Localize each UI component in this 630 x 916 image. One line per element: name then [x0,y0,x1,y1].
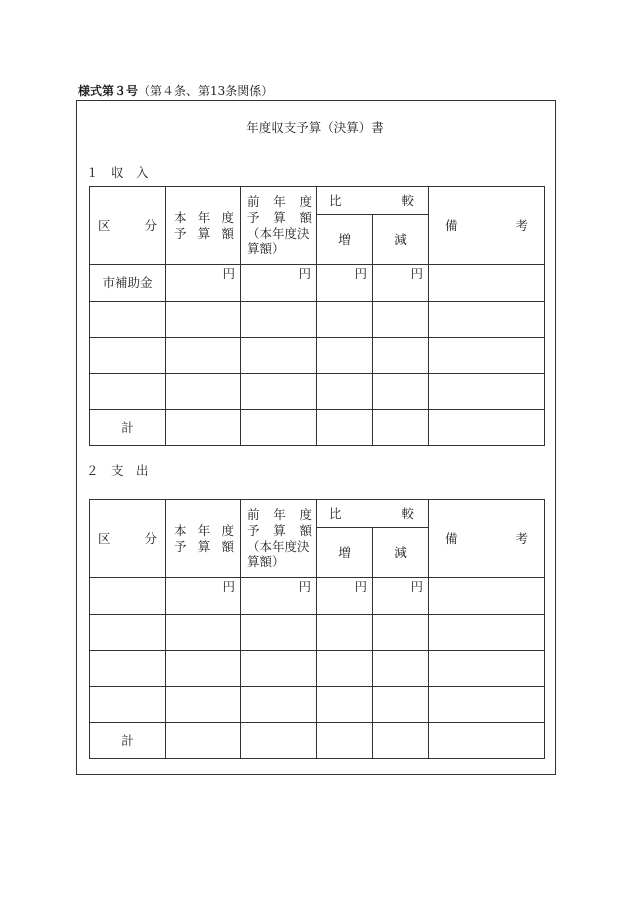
expenditure-header-row [90,500,545,528]
table-row [90,302,545,338]
row-label [90,338,166,374]
yen-unit: 円 [373,578,429,615]
yen-unit: 円 [317,578,373,615]
table-row [90,651,545,687]
total-label: 計 [90,410,166,446]
table-row [90,265,545,302]
yen-unit: 円 [241,265,317,302]
yen-unit: 円 [166,578,241,615]
total-row [90,410,545,446]
expenditure-section-label: ２ 支 出 [86,463,149,478]
row-label [90,302,166,338]
row-label [90,374,166,410]
header-current-budget: 本 年 度 予 算 額 [166,500,241,578]
form-number-label [78,82,273,99]
yen-unit: 円 [241,578,317,615]
header-remarks: 備 考 [429,500,545,578]
header-kubun: 区 分 [90,187,166,265]
expenditure-table [89,499,545,759]
header-remarks: 備 考 [429,187,545,265]
remarks-cell [429,578,545,615]
header-comparison: 比 較 [317,187,429,215]
row-label [90,615,166,651]
table-row [90,615,545,651]
total-row [90,723,545,759]
income-section-label: １ 収 入 [86,165,149,180]
form-number: 様式第３号 [78,84,139,98]
yen-unit: 円 [373,265,429,302]
header-previous-budget: 前 年 度 予 算 額 （本年度決 算額） [241,500,317,578]
total-label: 計 [90,723,166,759]
header-decrease: 減 [373,528,429,578]
table-row [90,687,545,723]
table-row [90,338,545,374]
header-decrease: 減 [373,215,429,265]
table-row [90,374,545,410]
header-kubun: 区 分 [90,500,166,578]
row-label: 市補助金 [90,265,166,302]
header-previous-budget: 前 年 度 予 算 額 （本年度決 算額） [241,187,317,265]
yen-unit: 円 [166,265,241,302]
document-title: 年度収支予算（決算）書 [246,120,384,135]
income-table [89,186,545,446]
header-comparison: 比 較 [317,500,429,528]
header-increase: 増 [317,528,373,578]
yen-unit: 円 [317,265,373,302]
form-number-note: （第４条、第13条関係） [138,84,274,98]
income-header-row [90,187,545,215]
table-row [90,578,545,615]
row-label [90,578,166,615]
header-increase: 増 [317,215,373,265]
row-label [90,687,166,723]
header-current-budget: 本 年 度 予 算 額 [166,187,241,265]
remarks-cell [429,265,545,302]
row-label [90,651,166,687]
